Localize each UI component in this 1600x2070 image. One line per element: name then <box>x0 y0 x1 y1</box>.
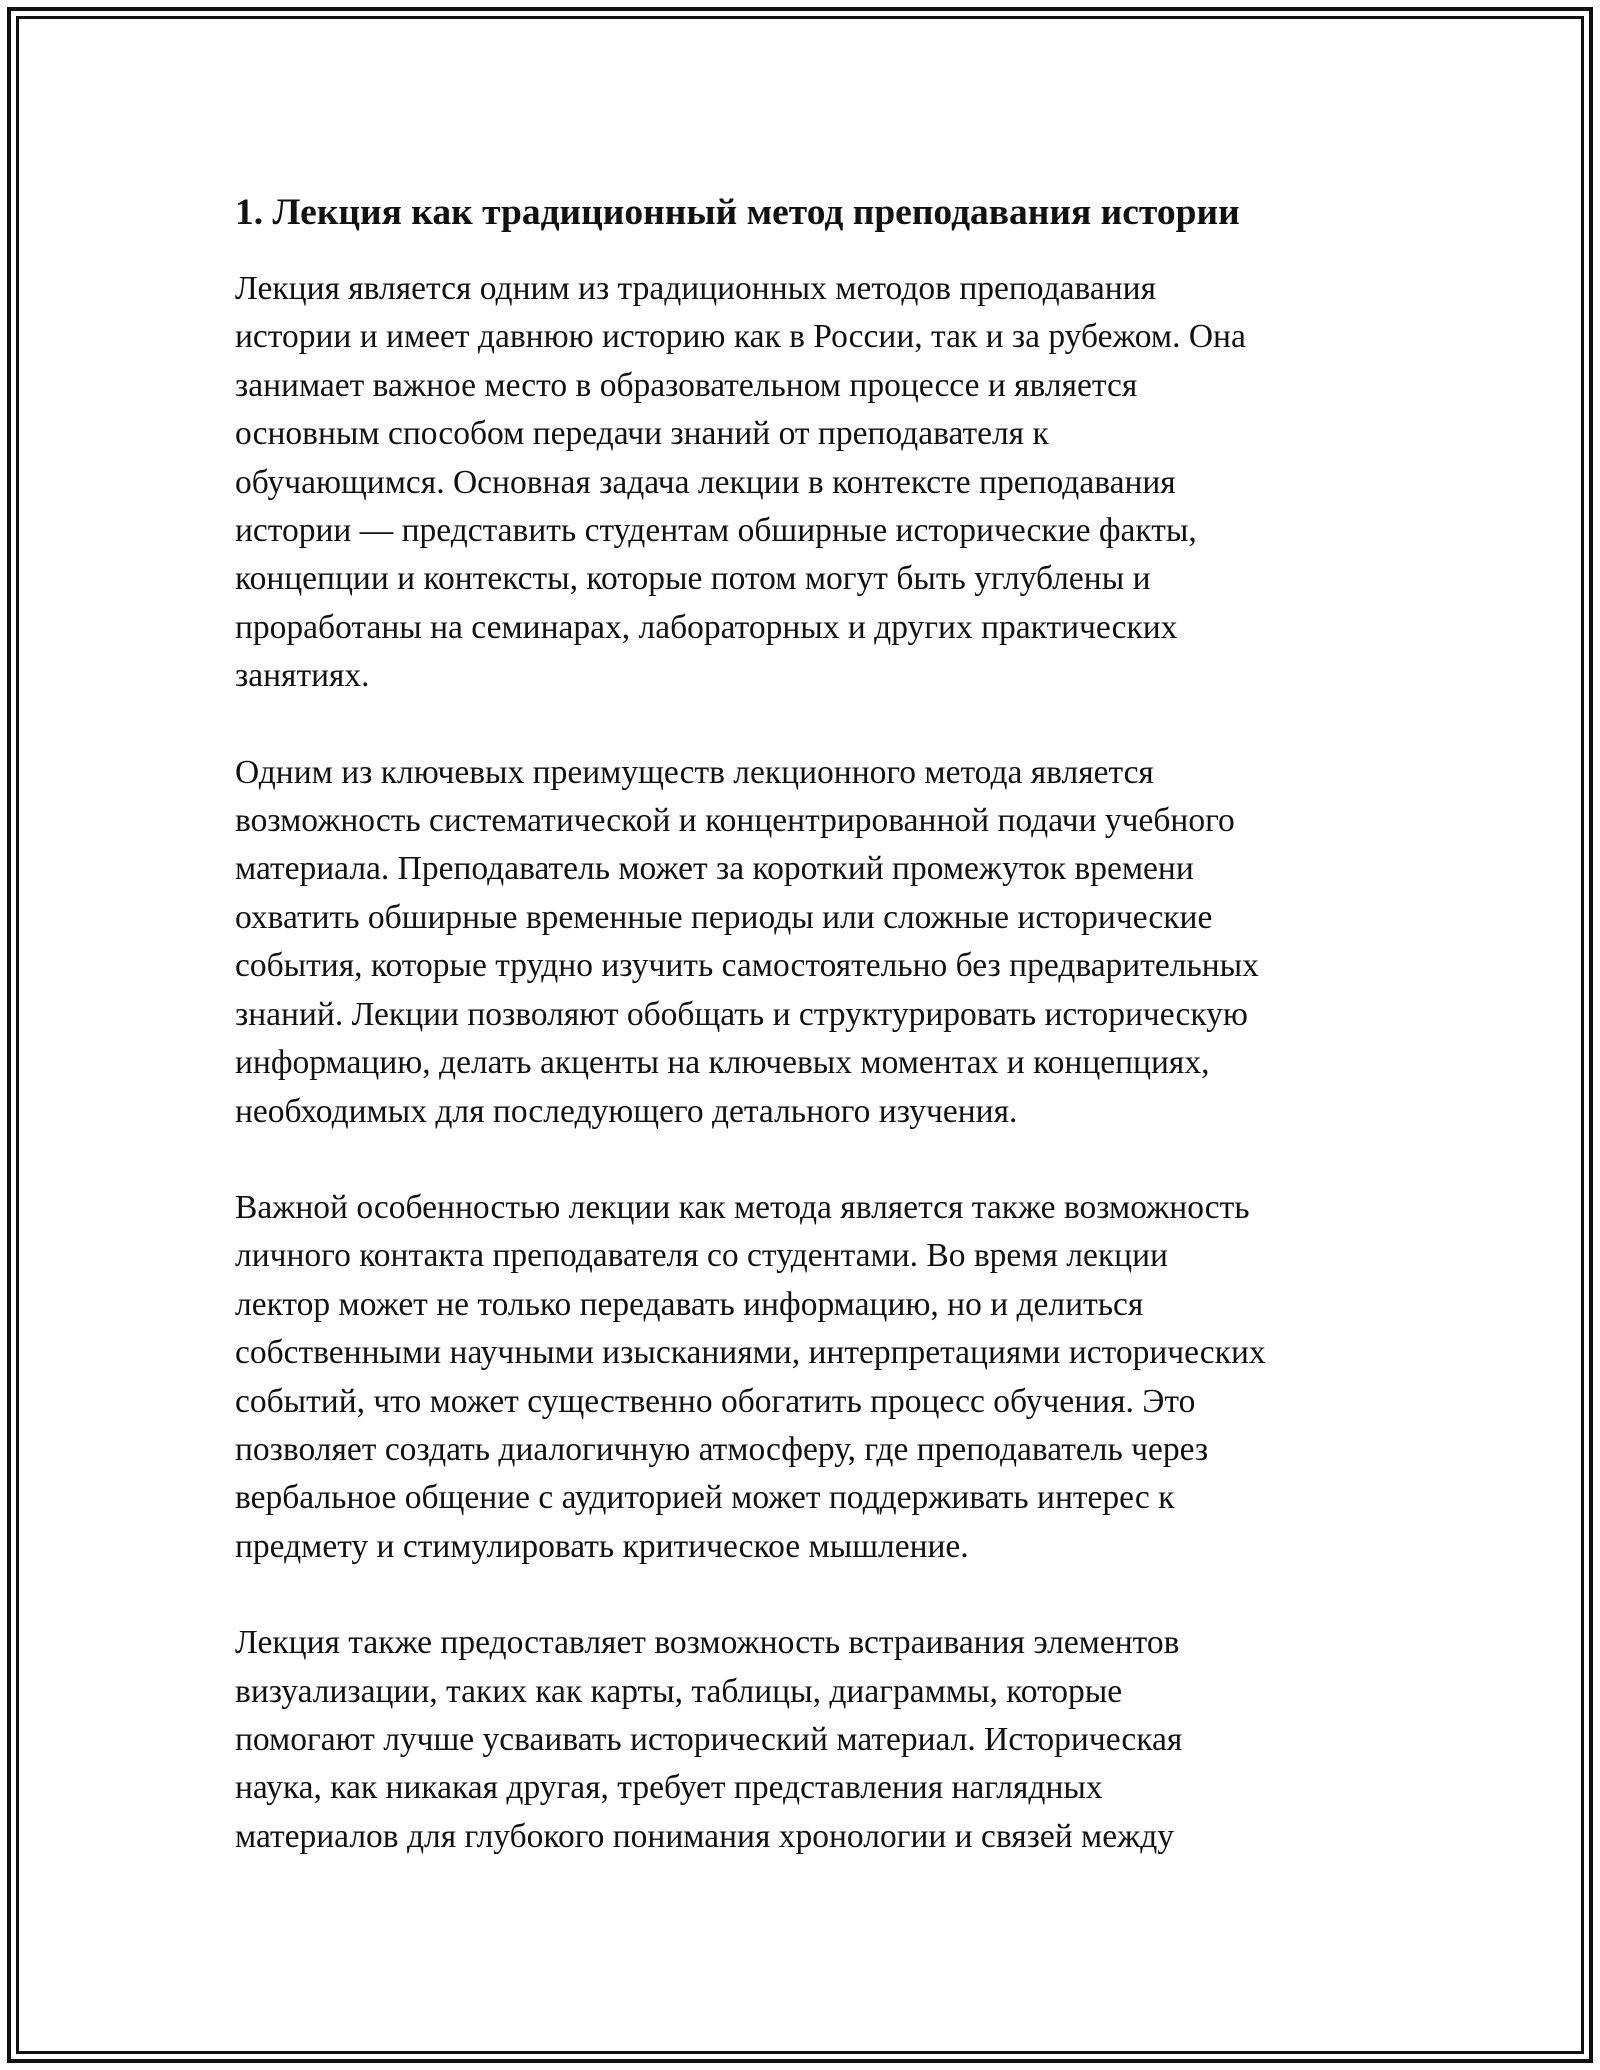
text-line: вербальное общение с аудиторией может поддерживать интерес к <box>235 1479 1175 1517</box>
text-line: визуализации, таких как карты, таблицы, диаграммы, которые <box>235 1672 1123 1710</box>
text-line: Лекция является одним из традиционных методов преподавания <box>235 270 1157 307</box>
paragraph <box>235 265 1375 701</box>
text-line: наука, как никакая другая, требует представления наглядных <box>235 1769 1103 1807</box>
text-line: основным способом передачи знаний от преподавателя к <box>235 415 1049 453</box>
text-line: охватить обширные временные периоды или сложные исторические <box>235 898 1213 936</box>
text-line: Важной особенностью лекции как метода является также возможность <box>235 1188 1250 1226</box>
paragraphs-container <box>235 265 1375 1861</box>
document-body <box>235 183 1375 1909</box>
text-line: проработаны на семинарах, лабораторных и других практических <box>235 608 1178 646</box>
text-line: материала. Преподаватель может за короткий промежуток времени <box>235 850 1194 888</box>
text-line: занимает важное место в образовательном процессе и является <box>235 366 1138 404</box>
text-line: истории и имеет давнюю историю как в России, так и за рубежом. Она <box>235 318 1246 356</box>
text-line: возможность систематической и концентрированной подачи учебного <box>235 802 1235 840</box>
text-line: позволяет создать диалогичную атмосферу, где преподаватель через <box>235 1430 1209 1468</box>
text-line: события, которые трудно изучить самостоятельно без предварительных <box>235 947 1259 985</box>
text-line: знаний. Лекции позволяют обобщать и структурировать историческую <box>235 995 1248 1033</box>
text-line: помогают лучше усваивать исторический материал. Историческая <box>235 1720 1183 1758</box>
text-line: личного контакта преподавателя со студентами. Во время лекции <box>235 1237 1168 1275</box>
text-line: материалов для глубокого понимания хронологии и связей между <box>235 1817 1175 1855</box>
text-line: занятиях. <box>235 657 370 695</box>
text-line: Одним из ключевых преимуществ лекционного метода является <box>235 753 1154 791</box>
paragraph <box>235 749 1375 1136</box>
text-line: истории — представить студентам обширные исторические факты, <box>235 512 1197 550</box>
text-line: необходимых для последующего детального изучения. <box>235 1092 1018 1130</box>
text-line: собственными научными изысканиями, интерпретациями исторических <box>235 1334 1266 1372</box>
text-line: событий, что может существенно обогатить процесс обучения. Это <box>235 1382 1196 1420</box>
text-line: Лекция также предоставляет возможность встраивания элементов <box>235 1624 1180 1662</box>
paragraph <box>235 1184 1375 1571</box>
text-line: лектор может не только передавать информацию, но и делиться <box>235 1285 1144 1323</box>
text-line: концепции и контексты, которые потом могут быть углублены и <box>235 560 1151 598</box>
text-line: информацию, делать акценты на ключевых моментах и концепциях, <box>235 1044 1210 1082</box>
section-heading: 1. Лекция как традиционный метод преподавания истории <box>235 192 1240 233</box>
text-line: предмету и стимулировать критическое мышление. <box>235 1527 969 1565</box>
text-line: обучающимся. Основная задача лекции в контексте преподавания <box>235 463 1176 501</box>
paragraph <box>235 1619 1375 1861</box>
